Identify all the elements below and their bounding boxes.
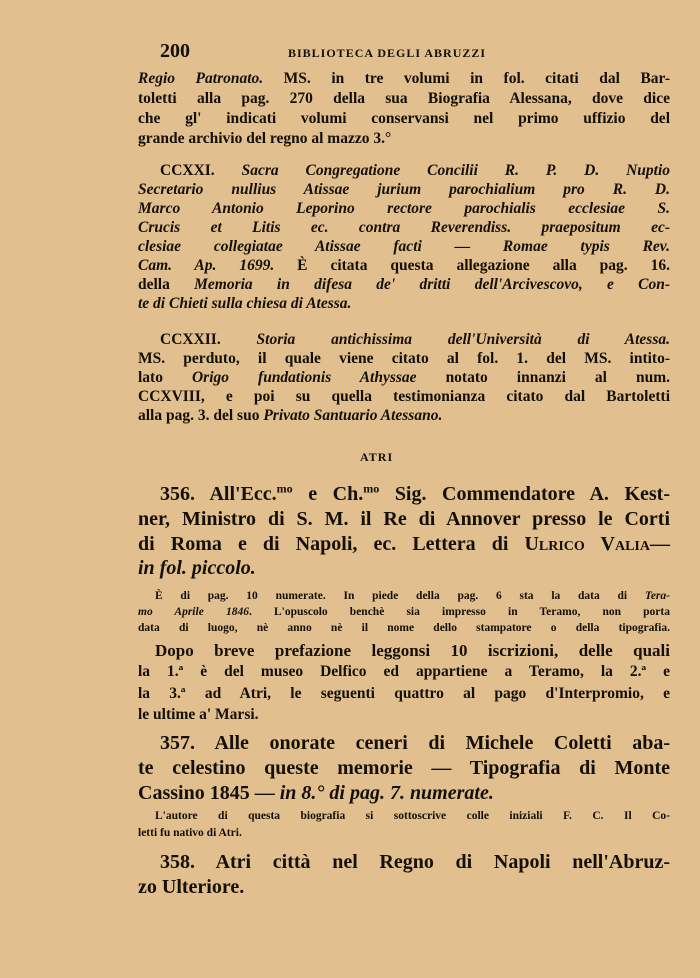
note-line xyxy=(138,604,670,620)
text-line: te celestino queste memorie — Tipografia di Monte xyxy=(138,757,670,779)
text-span: lato xyxy=(138,369,192,386)
text-line: CCXVIII, e poi su quella testimonianza citato dal Bartoletti xyxy=(138,388,670,405)
italic-title: Regio Patronato. xyxy=(138,70,264,87)
text-line: che gl' indicati volumi conservansi nel primo uffizio del xyxy=(138,110,670,127)
text-span: È di pag. 10 numerate. In piede della pag. 6 sta la data di xyxy=(155,590,645,602)
section-heading: ATRI xyxy=(360,450,394,464)
note-line: L'autore di questa biografia si sottoscrive colle iniziali F. C. Il Co- xyxy=(155,810,670,822)
text-line: Dopo breve prefazione leggonsi 10 iscrizioni, delle quali xyxy=(155,641,670,660)
text-span: Sig. Commendatore A. Kest- xyxy=(379,483,670,505)
text-line: le ultime a' Marsi. xyxy=(138,706,259,723)
text-span: . L'opuscolo benchè sia impresso in Teramo, non porta xyxy=(248,606,670,618)
text-line: 357. Alle onorate ceneri di Michele Coletti aba- xyxy=(160,732,670,754)
italic-text: Cam. Ap. 1699. xyxy=(138,257,275,274)
text-span: È citata questa allegazione alla pag. 16. xyxy=(274,257,670,274)
entry-number: CCXXI. xyxy=(160,162,242,179)
italic-text: Memoria in difesa de' dritti dell'Arcivescovo, e Con- xyxy=(194,276,670,293)
text-line: Secretario nullius Atissae jurium parochialium pro R. D. xyxy=(138,181,670,198)
text-span: Cassino 1845 — xyxy=(138,782,280,804)
italic-title: Origo fundationis Athyssae xyxy=(191,369,417,386)
text-span: e Ch. xyxy=(292,483,364,505)
text-line xyxy=(160,482,670,506)
text-line: toletti alla pag. 270 della sua Biografia Alessana, dove dice xyxy=(138,90,670,107)
note-line: letti fu nativo di Atri. xyxy=(138,827,242,839)
text-line: MS. perduto, il quale viene citato al fol. 1. del MS. intito- xyxy=(138,350,670,367)
text-line: ner, Ministro di S. M. il Re di Annover presso le Corti xyxy=(138,508,670,530)
note-line xyxy=(155,588,670,604)
text-line xyxy=(138,368,670,387)
text-span: della xyxy=(138,276,195,293)
text-line xyxy=(138,256,670,275)
text-line xyxy=(160,161,670,180)
text-line: te di Chieti sulla chiesa di Atessa. xyxy=(138,295,352,312)
text-line xyxy=(138,406,670,425)
text-line xyxy=(138,275,670,294)
text-span: MS. in tre volumi in fol. citati dal Bar- xyxy=(263,70,670,87)
italic-text: in 8.° di pag. 7. numerate. xyxy=(279,782,494,804)
text-line xyxy=(138,781,670,805)
text-span: di Roma e di Napoli, ec. Lettera di xyxy=(138,533,525,555)
running-head: BIBLIOTECA DEGLI ABRUZZI xyxy=(288,46,487,60)
text-line: zo Ulteriore. xyxy=(138,876,245,898)
italic-title: Privato Santuario Atessano. xyxy=(263,407,443,424)
text-span: — xyxy=(650,533,670,555)
text-line: clesiae collegiatae Atissae facti — Romae typis Rev. xyxy=(138,238,670,255)
author-name: Ulrico Valia xyxy=(524,533,650,555)
text-line: la 3.ª ad Atri, le seguenti quattro al pago d'Interpromio, e xyxy=(138,685,670,702)
italic-text: mo Aprile 1846 xyxy=(138,606,249,618)
page-number: 200 xyxy=(160,40,190,62)
text-line: 358. Atri città nel Regno di Napoli nell'Abruz- xyxy=(160,851,670,873)
text-span: notato innanzi al num. xyxy=(416,369,670,386)
superscript: mo xyxy=(276,481,293,496)
text-span: 356. All'Ecc. xyxy=(160,483,277,505)
italic-title: Sacra Congregatione Concilii R. P. D. Nuptio xyxy=(241,162,671,179)
superscript: mo xyxy=(363,481,380,496)
text-line: grande archivio del regno al mazzo 3.° xyxy=(138,130,392,147)
text-line: Crucis et Litis ec. contra Reverendiss. praepositum ec- xyxy=(138,219,670,236)
note-line: data di luogo, nè anno nè il nome dello stampatore o della tipografia. xyxy=(138,622,670,634)
text-span: alla pag. 3. del suo xyxy=(138,407,264,424)
text-line xyxy=(138,532,670,556)
text-line xyxy=(160,330,670,349)
text-line: Marco Antonio Leporino rectore parochialis ecclesiae S. xyxy=(138,200,670,217)
text-line: la 1.ª è del museo Delfico ed appartiene a Teramo, la 2.ª e xyxy=(138,663,670,680)
italic-title: Storia antichissima dell'Università di Atessa. xyxy=(256,331,670,348)
text-line xyxy=(138,69,670,88)
text-line: in fol. piccolo. xyxy=(138,557,256,579)
italic-text: Tera- xyxy=(644,590,670,602)
entry-number: CCXXII. xyxy=(160,331,257,348)
